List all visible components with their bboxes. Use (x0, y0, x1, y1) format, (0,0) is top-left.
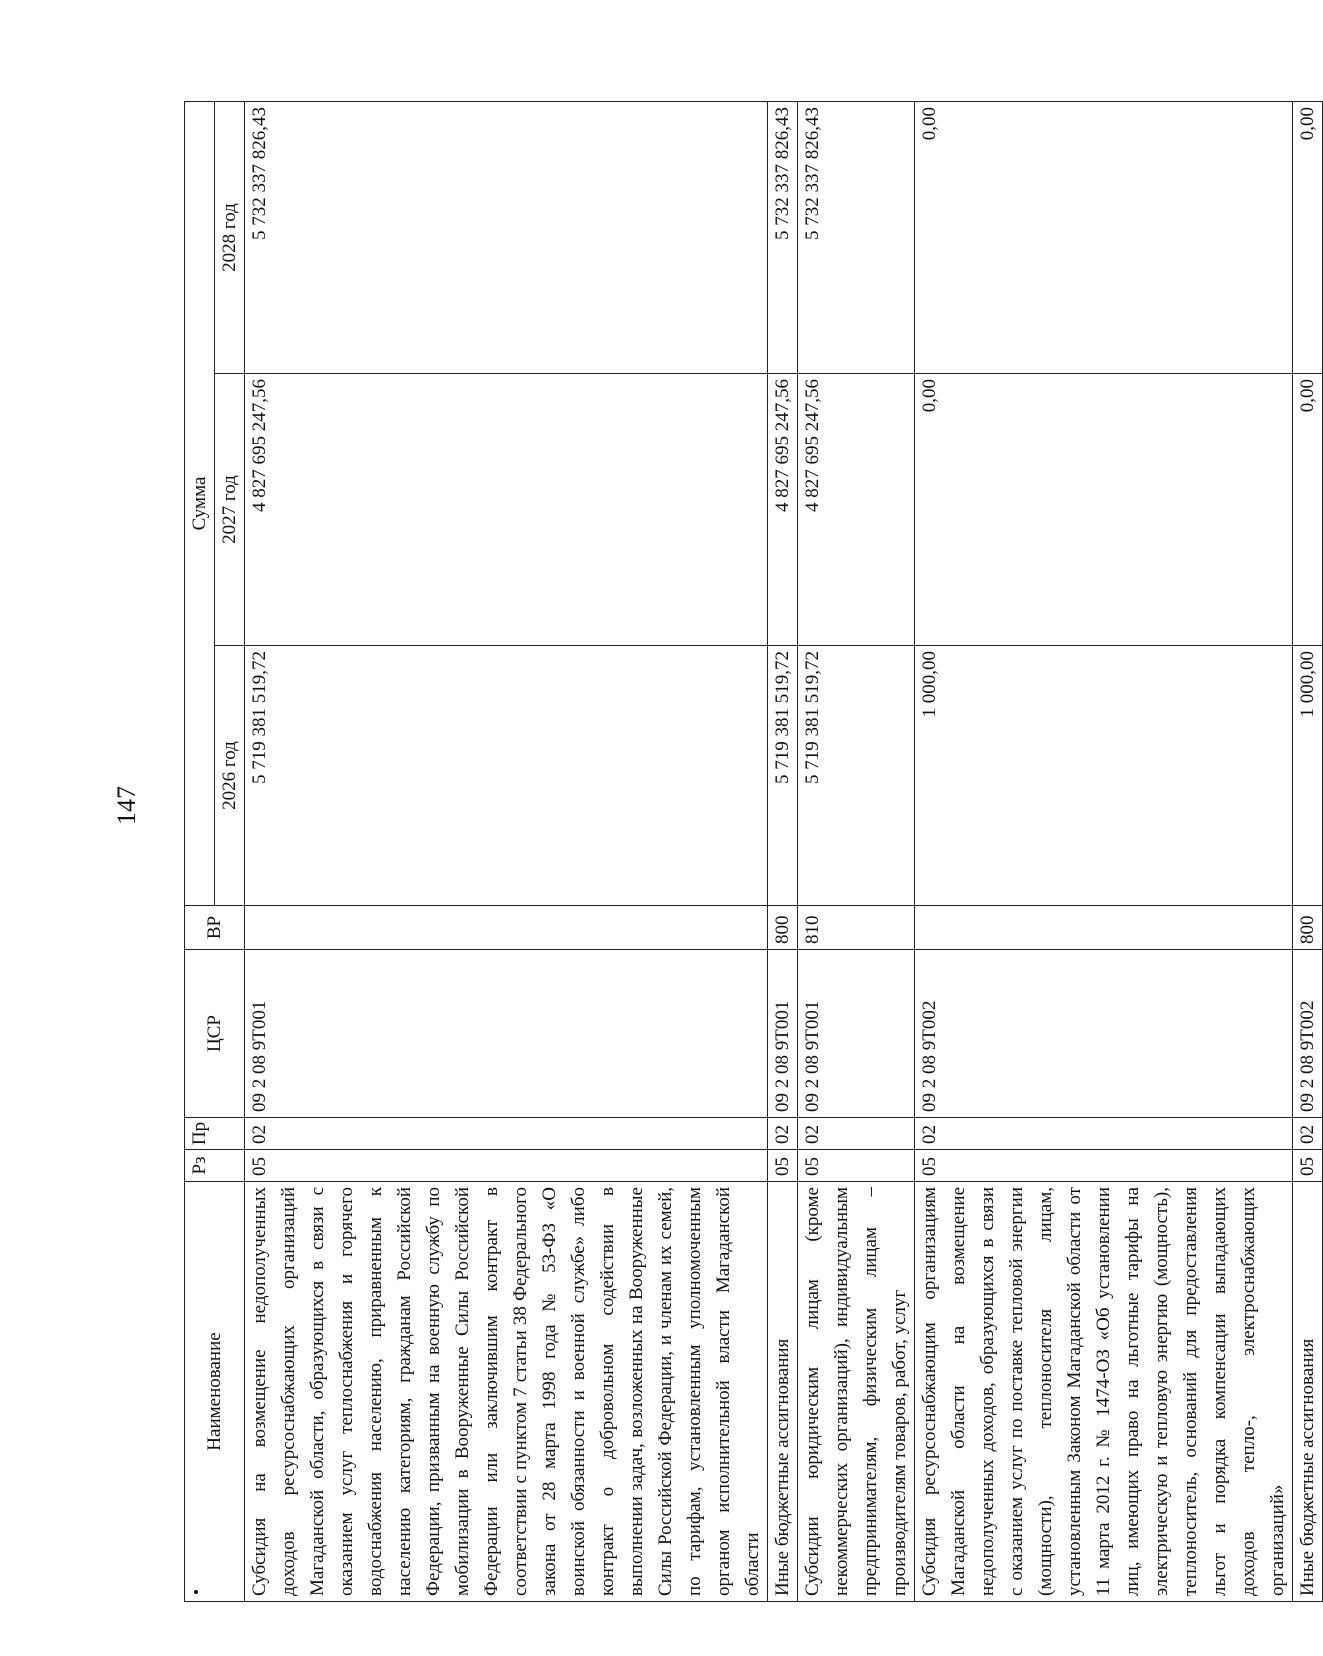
budget-table (184, 101, 1323, 1602)
row-vr: 800 (1293, 906, 1323, 950)
header-name: Наименование (185, 1182, 245, 1602)
row-rz: 05 (245, 1150, 768, 1182)
row-name: Субсидии юридическим лицам (кроме некоммерческих организаций), индивидуальным предпринимателям, физическим лицам – производителям товаров, работ, услуг (798, 1182, 915, 1602)
row-rz: 05 (915, 1150, 1293, 1182)
row-csr: 09 2 08 9Т002 (915, 950, 1293, 1118)
row-pr: 02 (915, 1118, 1293, 1150)
header-sum: Сумма (185, 101, 215, 905)
row-rz: 05 (1293, 1150, 1323, 1182)
row-csr: 09 2 08 9Т002 (1293, 950, 1323, 1118)
row-rz: 05 (768, 1150, 798, 1182)
table-row (798, 101, 915, 1601)
row-2026: 5 719 381 519,72 (768, 646, 798, 906)
row-vr: 810 (798, 906, 915, 950)
row-name: Субсидия ресурсоснабжающим организациям Магаданской области на возмещение недополученных доходов, образующихся в связи с оказанием услуг по поставке тепловой энергии (мощности), теплоносителя лицам, установленным Законом Магаданской области от 11 марта 2012 г. № 1474-ОЗ «Об установлении лиц, имеющих право на льготные тарифы на электрическую и тепловую энергию (мощность), теплоноситель, оснований для предоставления льгот и порядка компенсации выпадающих доходов тепло-, электроснабжающих организаций» (915, 1182, 1293, 1602)
row-rz: 05 (798, 1150, 915, 1182)
row-2027: 0,00 (1293, 374, 1323, 646)
row-2027: 4 827 695 247,56 (798, 374, 915, 646)
header-rz: Рз (185, 1150, 245, 1182)
row-vr (245, 906, 768, 950)
row-2028: 5 732 337 826,43 (245, 101, 768, 373)
row-vr: 800 (768, 906, 798, 950)
row-pr: 02 (1293, 1118, 1323, 1150)
row-2028: 5 732 337 826,43 (798, 101, 915, 373)
row-2026: 1 000,00 (915, 646, 1293, 906)
row-csr: 09 2 08 9Т001 (245, 950, 768, 1118)
row-vr (915, 906, 1293, 950)
row-csr: 09 2 08 9Т001 (798, 950, 915, 1118)
row-name: Иные бюджетные ассигнования (768, 1182, 798, 1602)
row-2027: 4 827 695 247,56 (245, 374, 768, 646)
header-2026: 2026 год (215, 646, 245, 906)
table-row (245, 101, 768, 1601)
row-pr: 02 (768, 1118, 798, 1150)
row-pr: 02 (798, 1118, 915, 1150)
row-2026: 5 719 381 519,72 (798, 646, 915, 906)
table-body (245, 101, 1323, 1601)
table-row (915, 101, 1293, 1601)
row-2026: 5 719 381 519,72 (245, 646, 768, 906)
page-number: 147 (112, 786, 141, 825)
row-2026: 1 000,00 (1293, 646, 1323, 906)
row-csr: 09 2 08 9Т001 (768, 950, 798, 1118)
row-2027: 0,00 (915, 374, 1293, 646)
row-2028: 0,00 (1293, 101, 1323, 373)
row-2028: 0,00 (915, 101, 1293, 373)
row-2027: 4 827 695 247,56 (768, 374, 798, 646)
header-2028: 2028 год (215, 101, 245, 373)
header-2027: 2027 год (215, 374, 245, 646)
table-row (1293, 101, 1323, 1601)
row-name: Субсидия на возмещение недополученных доходов ресурсоснабжающих организаций Магаданской области, образующихся в связи с оказанием услуг теплоснабжения и горячего водоснабжения населению, приравненным к населению категориям, гражданам Российской Федерации, призванным на военную службу по мобилизации в Вооруженные Силы Российской Федерации или заключившим контракт в соответствии с пунктом 7 статьи 38 Федерального закона от 28 марта 1998 года № 53-ФЗ «О воинской обязанности и военной службе» либо контракт о добровольном содействии в выполнении задач, возложенных на Вооруженные Силы Российской Федерации, и членам их семей, по тарифам, установленным уполномоченным органом исполнительной власти Магаданской области (245, 1182, 768, 1602)
row-2028: 5 732 337 826,43 (768, 101, 798, 373)
header-pr: Пр (185, 1118, 245, 1150)
row-pr: 02 (245, 1118, 768, 1150)
header-csr: ЦСР (185, 950, 245, 1118)
table-row (768, 101, 798, 1601)
row-name: Иные бюджетные ассигнования (1293, 1182, 1323, 1602)
header-vr: ВР (185, 906, 245, 950)
table-header (185, 101, 245, 1601)
rotated-table-container (184, 102, 1318, 1602)
